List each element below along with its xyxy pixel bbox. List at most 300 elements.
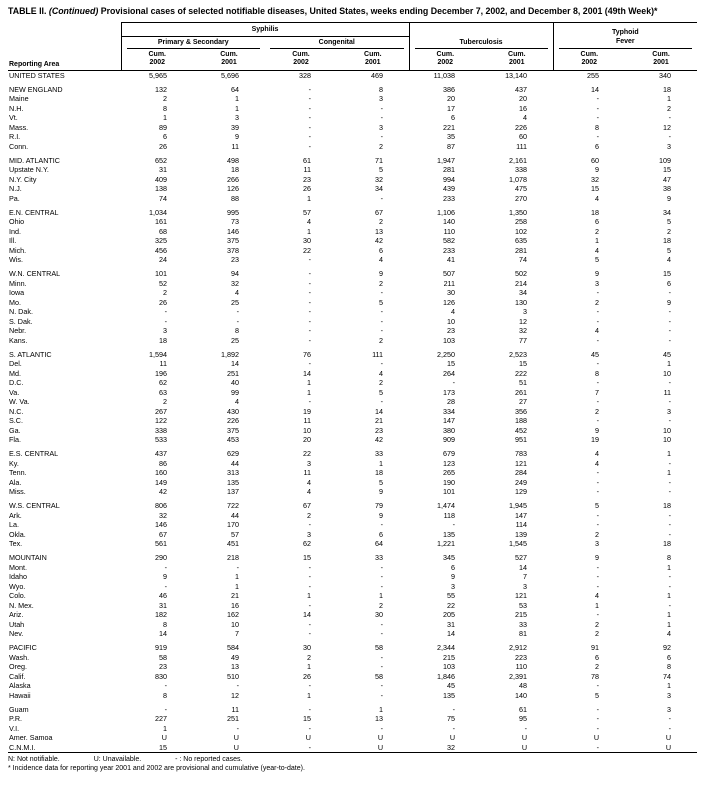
reporting-area-cell: MOUNTAIN bbox=[9, 553, 47, 562]
value-cell: 437 bbox=[155, 449, 167, 458]
value-cell: 1,594 bbox=[149, 349, 167, 359]
value-cell: - bbox=[308, 629, 311, 638]
value-cell: 783 bbox=[515, 449, 528, 458]
reporting-area-cell: Ill. bbox=[9, 236, 17, 245]
value-cell: - bbox=[308, 122, 311, 132]
value-cell: 2 bbox=[307, 510, 311, 520]
value-cell: - bbox=[380, 581, 384, 591]
value-cell: - bbox=[668, 335, 672, 345]
value-cell: - bbox=[308, 600, 311, 610]
reporting-area-cell: W.N. CENTRAL bbox=[9, 269, 61, 278]
value-cell: - bbox=[596, 288, 600, 297]
table-row bbox=[8, 407, 697, 417]
disease-table bbox=[8, 22, 697, 754]
value-cell: - bbox=[668, 416, 672, 425]
reporting-area-cell: Mont. bbox=[9, 562, 27, 572]
value-cell: 1 bbox=[307, 387, 311, 397]
table-row bbox=[8, 156, 697, 166]
table-row bbox=[8, 672, 697, 682]
value-cell: - bbox=[380, 103, 384, 113]
table-row bbox=[8, 572, 697, 582]
reporting-area-cell: Md. bbox=[9, 368, 21, 378]
table-row bbox=[8, 705, 697, 715]
table-row bbox=[8, 378, 697, 388]
reporting-area-cell: Maine bbox=[9, 94, 29, 103]
value-cell: - bbox=[668, 714, 672, 723]
value-cell: 1 bbox=[235, 94, 239, 103]
table-row bbox=[8, 388, 697, 398]
value-cell: 126 bbox=[227, 184, 239, 193]
value-cell: 5 bbox=[667, 245, 672, 255]
reporting-area-cell: Ohio bbox=[9, 217, 25, 226]
value-cell: 68 bbox=[159, 226, 167, 236]
value-cell: 13 bbox=[375, 226, 384, 236]
value-cell: 15 bbox=[519, 359, 528, 368]
value-cell: 9 bbox=[379, 487, 384, 496]
value-cell: 334 bbox=[443, 406, 456, 416]
value-cell: - bbox=[553, 743, 625, 753]
value-cell: 325 bbox=[155, 236, 167, 245]
value-cell: 20 bbox=[303, 435, 311, 444]
value-cell: 2 bbox=[163, 397, 167, 406]
value-cell: 9 bbox=[235, 132, 239, 141]
value-cell: 4 bbox=[523, 113, 528, 122]
value-cell: U bbox=[161, 733, 167, 742]
value-cell: 8 bbox=[163, 690, 167, 700]
tuberculosis-label: Tuberculosis bbox=[459, 39, 503, 46]
value-cell: - bbox=[668, 723, 672, 733]
value-cell: 13 bbox=[231, 662, 239, 671]
value-cell: - bbox=[308, 113, 311, 122]
value-cell: 48 bbox=[519, 681, 528, 690]
reporting-area-cell: Wash. bbox=[9, 652, 30, 662]
reporting-area-cell: Iowa bbox=[9, 288, 25, 297]
table-row bbox=[8, 70, 697, 80]
value-cell: 3 bbox=[451, 581, 456, 591]
value-cell: 23 bbox=[303, 174, 311, 184]
value-cell: 26 bbox=[159, 141, 167, 151]
value-cell: 15 bbox=[121, 743, 193, 753]
value-cell: U bbox=[449, 733, 456, 742]
value-cell: - bbox=[164, 581, 167, 591]
value-cell: 13,140 bbox=[505, 70, 528, 80]
value-cell: 42 bbox=[159, 487, 167, 496]
value-cell: - bbox=[308, 132, 311, 141]
value-cell: 1,221 bbox=[437, 539, 456, 548]
value-cell: 162 bbox=[227, 610, 239, 619]
value-cell: - bbox=[596, 572, 600, 581]
value-cell: 265 bbox=[443, 468, 456, 477]
value-cell: 380 bbox=[443, 425, 456, 435]
value-cell: 1,947 bbox=[437, 155, 456, 165]
value-cell: - bbox=[308, 141, 311, 151]
value-cell: 3 bbox=[307, 458, 311, 468]
value-cell: 34 bbox=[519, 288, 528, 297]
value-cell: 2,391 bbox=[509, 671, 528, 681]
reporting-area-cell: N.H. bbox=[9, 103, 24, 113]
value-cell: 76 bbox=[303, 349, 311, 359]
value-cell: - bbox=[308, 581, 311, 591]
table-row bbox=[8, 449, 697, 459]
table-row bbox=[8, 279, 697, 289]
value-cell: 73 bbox=[231, 217, 239, 226]
value-cell: - bbox=[596, 714, 600, 723]
reporting-area-cell: Va. bbox=[9, 387, 20, 397]
value-cell: 270 bbox=[515, 193, 528, 203]
table-row bbox=[8, 629, 697, 639]
value-cell: 1,078 bbox=[509, 174, 528, 184]
value-cell: 34 bbox=[663, 207, 672, 217]
value-cell: 1,846 bbox=[437, 671, 456, 681]
value-cell: 95 bbox=[519, 714, 528, 723]
value-cell: - bbox=[164, 562, 167, 572]
value-cell: 2 bbox=[379, 217, 384, 226]
value-cell: 57 bbox=[303, 207, 311, 217]
legend-unavailable: U: Unavailable. bbox=[93, 756, 142, 763]
value-cell: 74 bbox=[159, 193, 167, 203]
value-cell: 4 bbox=[235, 397, 239, 406]
value-cell: 2 bbox=[379, 335, 384, 345]
value-cell: 30 bbox=[303, 643, 311, 652]
value-cell: 4 bbox=[595, 193, 600, 203]
value-cell: 9 bbox=[595, 165, 600, 174]
value-cell: 31 bbox=[159, 600, 167, 610]
value-cell: 49 bbox=[231, 652, 239, 662]
value-cell: 527 bbox=[515, 553, 528, 562]
table-row bbox=[8, 194, 697, 204]
value-cell: 995 bbox=[227, 207, 239, 217]
value-cell: 345 bbox=[443, 553, 456, 562]
value-cell: 32 bbox=[375, 174, 384, 184]
reporting-area-cell: Ariz. bbox=[9, 610, 24, 619]
reporting-area-cell: V.I. bbox=[9, 723, 20, 733]
value-cell: - bbox=[596, 477, 600, 487]
value-cell: 2 bbox=[595, 662, 600, 671]
table-row bbox=[8, 530, 697, 540]
value-cell: 4 bbox=[379, 368, 384, 378]
value-cell: - bbox=[308, 359, 311, 368]
value-cell: 7 bbox=[523, 572, 528, 581]
value-cell: 15 bbox=[591, 184, 600, 193]
value-cell: 61 bbox=[519, 704, 528, 714]
value-cell: - bbox=[236, 562, 239, 572]
value-cell: 147 bbox=[443, 416, 456, 425]
value-cell: 6 bbox=[379, 529, 384, 539]
value-cell: 1 bbox=[667, 562, 672, 572]
value-cell: 10 bbox=[663, 425, 672, 435]
value-cell: 453 bbox=[227, 435, 239, 444]
value-cell: - bbox=[596, 723, 600, 733]
value-cell: 3 bbox=[667, 704, 672, 714]
value-cell: 79 bbox=[375, 501, 384, 510]
reporting-area-cell: S.C. bbox=[9, 416, 23, 425]
value-cell: 378 bbox=[227, 245, 239, 255]
reporting-area-cell: Minn. bbox=[9, 278, 27, 288]
value-cell: - bbox=[308, 307, 311, 316]
value-cell: 42 bbox=[375, 435, 384, 444]
reporting-area-cell: Wyo. bbox=[9, 581, 26, 591]
value-cell: 10 bbox=[231, 619, 239, 629]
value-cell: 452 bbox=[515, 425, 528, 435]
value-cell: 18 bbox=[375, 468, 384, 477]
value-cell: 122 bbox=[155, 416, 167, 425]
reporting-area-header: Reporting Area bbox=[8, 22, 121, 70]
reporting-area-cell: D.C. bbox=[9, 378, 24, 387]
table-row bbox=[8, 435, 697, 445]
footnotes bbox=[8, 755, 697, 773]
value-cell: - bbox=[596, 378, 600, 387]
value-cell: 3 bbox=[523, 581, 528, 591]
value-cell: - bbox=[596, 610, 600, 619]
value-cell: 1 bbox=[595, 600, 600, 610]
value-cell: 23 bbox=[231, 255, 239, 264]
value-cell: - bbox=[380, 288, 384, 297]
value-cell: 24 bbox=[159, 255, 167, 264]
value-cell: 386 bbox=[443, 84, 456, 94]
value-cell: 30 bbox=[303, 236, 311, 245]
value-cell: 6 bbox=[379, 245, 384, 255]
value-cell: - bbox=[596, 487, 600, 496]
value-cell: 264 bbox=[443, 368, 456, 378]
reporting-area-cell: Hawaii bbox=[9, 690, 31, 700]
value-cell: 33 bbox=[375, 553, 384, 562]
value-cell: 12 bbox=[663, 122, 672, 132]
col-header-typhoid-2001: Cum. 2001 bbox=[625, 49, 697, 70]
value-cell: - bbox=[596, 359, 600, 368]
table-row bbox=[8, 662, 697, 672]
value-cell: 3 bbox=[235, 113, 239, 122]
value-cell: 9 bbox=[379, 269, 384, 278]
value-cell: 9 bbox=[163, 572, 167, 581]
reporting-area-cell: Okla. bbox=[9, 529, 26, 539]
value-cell: 14 bbox=[231, 359, 239, 368]
value-cell: - bbox=[164, 704, 167, 714]
value-cell: - bbox=[668, 510, 672, 520]
table-row bbox=[8, 601, 697, 611]
table-row bbox=[8, 397, 697, 407]
table-row bbox=[8, 426, 697, 436]
col-header-tb-2001: Cum. 2001 bbox=[481, 49, 553, 70]
value-cell: 139 bbox=[515, 529, 528, 539]
value-cell: 1,034 bbox=[149, 207, 167, 217]
table-row bbox=[8, 691, 697, 701]
value-cell: 582 bbox=[443, 236, 456, 245]
value-cell: 55 bbox=[447, 591, 456, 600]
value-cell: 221 bbox=[443, 122, 456, 132]
value-cell: U bbox=[625, 743, 697, 753]
value-cell: 11 bbox=[303, 468, 311, 477]
value-cell: 3 bbox=[163, 326, 167, 335]
table-row bbox=[8, 643, 697, 653]
table-row bbox=[8, 85, 697, 95]
value-cell: 101 bbox=[155, 269, 167, 278]
value-cell: 10 bbox=[447, 316, 456, 326]
value-cell: 130 bbox=[515, 297, 528, 307]
value-cell: 57 bbox=[231, 529, 239, 539]
value-cell: 64 bbox=[375, 539, 384, 548]
value-cell: 233 bbox=[443, 245, 456, 255]
value-cell: - bbox=[380, 619, 384, 629]
value-cell: 9 bbox=[667, 193, 672, 203]
value-cell: 9 bbox=[595, 553, 600, 562]
value-cell: - bbox=[380, 113, 384, 122]
value-cell: 14 bbox=[519, 562, 528, 572]
value-cell: - bbox=[668, 326, 672, 335]
value-cell: - bbox=[380, 662, 384, 671]
table-row bbox=[8, 175, 697, 185]
col-header-congenital-2002: Cum. 2002 bbox=[265, 49, 337, 70]
tuberculosis-group-header bbox=[409, 22, 553, 49]
value-cell: 114 bbox=[515, 520, 528, 529]
value-cell: 62 bbox=[159, 378, 167, 387]
reporting-area-cell: Upstate N.Y. bbox=[9, 165, 49, 174]
table-row bbox=[8, 487, 697, 497]
value-cell: - bbox=[380, 316, 384, 326]
value-cell: 129 bbox=[515, 487, 528, 496]
value-cell: 101 bbox=[443, 487, 456, 496]
value-cell: 255 bbox=[587, 70, 600, 80]
value-cell: 14 bbox=[591, 84, 600, 94]
value-cell: 258 bbox=[515, 217, 528, 226]
value-cell: - bbox=[380, 359, 384, 368]
reporting-area-cell: N. Dak. bbox=[9, 307, 33, 316]
value-cell: 87 bbox=[447, 141, 456, 151]
value-cell: 26 bbox=[159, 297, 167, 307]
table-row bbox=[8, 326, 697, 336]
value-cell: 149 bbox=[155, 477, 167, 487]
value-cell: 21 bbox=[375, 416, 384, 425]
value-cell: 8 bbox=[235, 326, 239, 335]
value-cell: 375 bbox=[227, 425, 239, 435]
value-cell: - bbox=[308, 681, 311, 690]
value-cell: 5 bbox=[667, 217, 672, 226]
table-row bbox=[8, 511, 697, 521]
value-cell: 45 bbox=[663, 349, 672, 359]
value-cell: 121 bbox=[515, 591, 528, 600]
reporting-area-cell: Calif. bbox=[9, 671, 26, 681]
col-header-congenital-2001: Cum. 2001 bbox=[337, 49, 409, 70]
table-row bbox=[8, 681, 697, 691]
value-cell: 8 bbox=[163, 619, 167, 629]
value-cell: - bbox=[668, 288, 672, 297]
value-cell: 103 bbox=[443, 662, 456, 671]
value-cell: 281 bbox=[443, 165, 456, 174]
reporting-area-cell: La. bbox=[9, 520, 19, 529]
value-cell: 281 bbox=[515, 245, 528, 255]
legend-not-notifiable: N: Not notifiable. bbox=[8, 756, 60, 763]
value-cell: 18 bbox=[231, 165, 239, 174]
reporting-area-cell: W.S. CENTRAL bbox=[9, 501, 60, 510]
value-cell: 89 bbox=[159, 122, 167, 132]
value-cell: 2,250 bbox=[437, 349, 456, 359]
value-cell: - bbox=[596, 510, 600, 520]
value-cell: - bbox=[380, 397, 384, 406]
value-cell: 9 bbox=[595, 425, 600, 435]
value-cell: - bbox=[668, 477, 672, 487]
value-cell: - bbox=[596, 103, 600, 113]
value-cell: 437 bbox=[515, 84, 528, 94]
value-cell: 456 bbox=[155, 245, 167, 255]
value-cell: 81 bbox=[519, 629, 528, 638]
value-cell: 1 bbox=[667, 610, 672, 619]
value-cell: 830 bbox=[155, 671, 167, 681]
value-cell: 62 bbox=[303, 539, 311, 548]
reporting-area-cell: Fla. bbox=[9, 435, 21, 444]
value-cell: 2 bbox=[379, 141, 384, 151]
value-cell: 9 bbox=[667, 297, 672, 307]
reporting-area-cell: Idaho bbox=[9, 572, 27, 581]
value-cell: - bbox=[596, 416, 600, 425]
table-row bbox=[8, 104, 697, 114]
value-cell: 6 bbox=[451, 113, 456, 122]
value-cell: 629 bbox=[227, 449, 239, 458]
value-cell: 14 bbox=[303, 368, 311, 378]
value-cell: 249 bbox=[515, 477, 528, 487]
value-cell: 11 bbox=[159, 359, 167, 368]
value-cell: 1 bbox=[667, 94, 672, 103]
table-body bbox=[8, 70, 697, 753]
value-cell: 2 bbox=[595, 629, 600, 638]
value-cell: 60 bbox=[591, 155, 600, 165]
value-cell: 409 bbox=[155, 174, 167, 184]
value-cell: - bbox=[668, 132, 672, 141]
value-cell: 3 bbox=[307, 529, 311, 539]
value-cell: 584 bbox=[227, 643, 239, 652]
value-cell: - bbox=[452, 723, 456, 733]
reporting-area-cell: Miss. bbox=[9, 487, 26, 496]
value-cell: 10 bbox=[303, 425, 311, 435]
value-cell: 994 bbox=[443, 174, 456, 184]
value-cell: 140 bbox=[515, 690, 528, 700]
primary-secondary-header bbox=[121, 36, 265, 49]
value-cell: 1 bbox=[235, 581, 239, 591]
value-cell: 52 bbox=[159, 278, 167, 288]
provisional-note: * Incidence data for reporting year 2001 and 2002 are provisional and cumulative (year-to-date). bbox=[8, 765, 305, 772]
table-title bbox=[8, 6, 697, 17]
value-cell: - bbox=[668, 113, 672, 122]
value-cell: 9 bbox=[379, 510, 384, 520]
reporting-area-cell: R.I. bbox=[9, 132, 21, 141]
value-cell: 2 bbox=[379, 278, 384, 288]
reporting-area-cell: C.N.M.I. bbox=[8, 743, 121, 753]
value-cell: 1 bbox=[307, 378, 311, 387]
value-cell: 5 bbox=[379, 477, 384, 487]
reporting-area-cell: Kans. bbox=[9, 335, 28, 345]
value-cell: 2 bbox=[595, 226, 600, 236]
table-row bbox=[8, 350, 697, 360]
value-cell: 498 bbox=[227, 155, 239, 165]
value-cell: 3 bbox=[595, 539, 600, 548]
group-header-row bbox=[8, 22, 697, 36]
value-cell: 160 bbox=[155, 468, 167, 477]
value-cell: 722 bbox=[227, 501, 239, 510]
value-cell: 71 bbox=[375, 155, 384, 165]
value-cell: 44 bbox=[231, 458, 239, 468]
table-row bbox=[8, 369, 697, 379]
table-header bbox=[8, 22, 697, 70]
value-cell: 51 bbox=[519, 378, 528, 387]
value-cell: 2,161 bbox=[509, 155, 528, 165]
value-cell: 140 bbox=[443, 217, 456, 226]
value-cell: - bbox=[308, 94, 311, 103]
reporting-area-cell: Tenn. bbox=[9, 468, 27, 477]
value-cell: 58 bbox=[375, 643, 384, 652]
value-cell: - bbox=[308, 103, 311, 113]
table-row bbox=[8, 123, 697, 133]
reporting-area-cell: Ind. bbox=[9, 226, 21, 236]
value-cell: U bbox=[305, 733, 311, 742]
table-row bbox=[8, 733, 697, 743]
